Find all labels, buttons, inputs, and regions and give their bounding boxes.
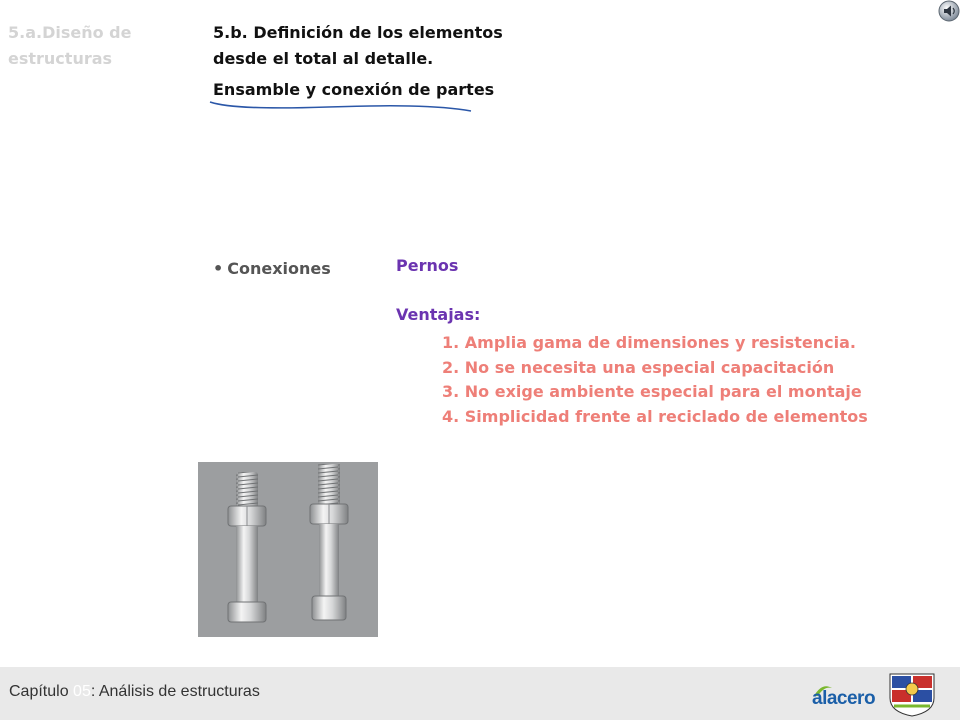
previous-section-label[interactable]: 5.a.Diseño de estructuras: [8, 23, 132, 68]
alacero-logo: [810, 676, 884, 710]
list-item: 3. No exige ambiente especial para el montaje: [442, 382, 862, 401]
advantages-heading: Ventajas:: [396, 305, 481, 324]
university-crest-logo: [884, 672, 940, 718]
chapter-suffix: : Análisis de estructuras: [90, 683, 260, 700]
list-item: 4. Simplicidad frente al reciclado de elementos: [442, 406, 868, 426]
chapter-number: 05: [73, 683, 91, 700]
advantages-list: [442, 331, 868, 429]
bullet-dot: •: [213, 259, 224, 278]
bullet-text: Conexiones: [227, 259, 331, 278]
speaker-icon[interactable]: [938, 0, 960, 22]
chapter-label: [9, 683, 260, 701]
bolts-photo: [198, 462, 378, 637]
list-item: 2. No se necesita una especial capacitación: [442, 357, 835, 377]
list-item: 1. Amplia gama de dimensiones y resistencia.: [442, 333, 856, 352]
bolts-illustration: [198, 462, 378, 637]
section-subtitle: Ensamble y conexión de partes: [213, 80, 495, 99]
bullet-connections: [213, 259, 331, 278]
chapter-prefix: Capítulo: [9, 683, 74, 700]
handwritten-underline: [208, 96, 478, 118]
alacero-wordmark: alacero: [812, 688, 876, 709]
section-title: 5.b. Definición de los elementos desde el total al detalle.: [213, 23, 503, 68]
topic-heading: Pernos: [396, 256, 459, 275]
